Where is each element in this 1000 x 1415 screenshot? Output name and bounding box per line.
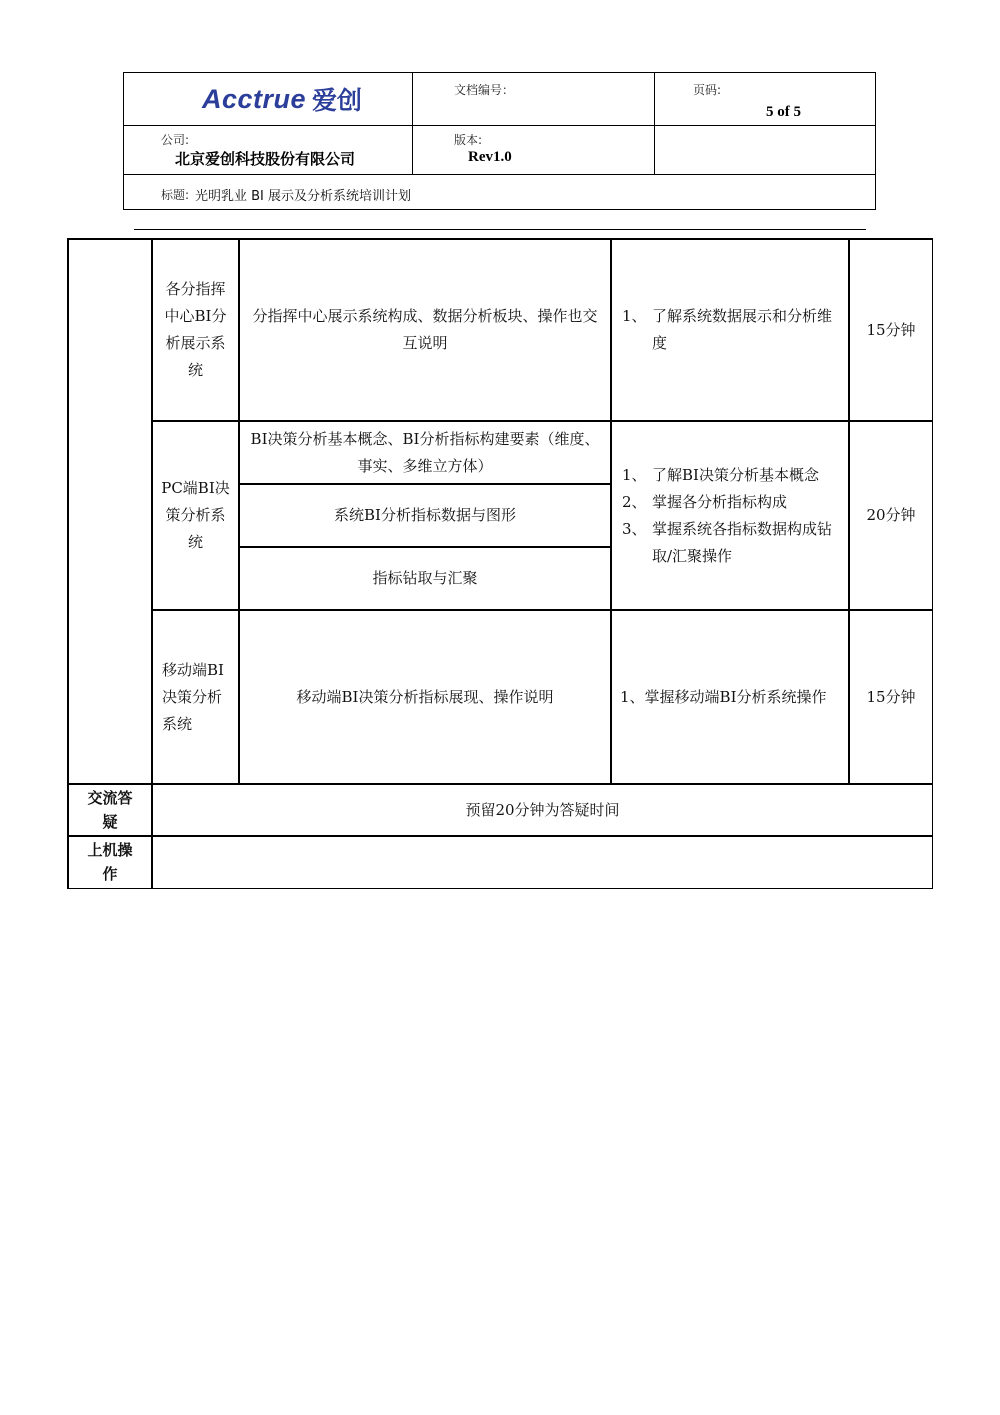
module-name bbox=[153, 422, 238, 609]
goal-text: 1、掌握移动端BI分析系统操作 bbox=[620, 687, 827, 706]
training-plan-table bbox=[67, 238, 933, 889]
goal-number: 3、 bbox=[622, 519, 647, 538]
header-divider bbox=[124, 125, 875, 126]
page-label: 页码: bbox=[693, 83, 722, 97]
goal-item bbox=[622, 303, 840, 357]
goal-text: 了解系统数据展示和分析维度 bbox=[652, 307, 833, 352]
duration-text: 15分钟 bbox=[866, 320, 916, 339]
content-cell bbox=[240, 611, 610, 783]
duration-text: 20分钟 bbox=[866, 506, 916, 524]
module-text: PC端BI决策分析系统 bbox=[161, 479, 230, 551]
document-title: 光明乳业 BI 展示及分析系统培训计划 bbox=[195, 189, 412, 204]
goal-item bbox=[622, 489, 840, 516]
title-label: 标题: bbox=[161, 188, 190, 202]
header-divider bbox=[654, 73, 655, 174]
goal-cell bbox=[612, 422, 848, 609]
duration-cell bbox=[850, 422, 932, 609]
company-name: 北京爱创科技股份有限公司 bbox=[175, 150, 356, 168]
goal-number: 1、 bbox=[622, 307, 647, 325]
doc-number-label: 文档编号： bbox=[454, 83, 515, 97]
practice-label bbox=[69, 837, 151, 887]
module-name bbox=[153, 611, 238, 783]
goal-item bbox=[622, 516, 840, 570]
version-label: 版本: bbox=[454, 133, 483, 147]
qa-label bbox=[69, 785, 151, 835]
practice-content bbox=[153, 837, 932, 887]
table-border bbox=[67, 888, 933, 890]
logo-text: Acctrue bbox=[202, 83, 307, 114]
page-number: 5 of 5 bbox=[766, 104, 801, 120]
goal-text: 了解BI决策分析基本概念 bbox=[652, 465, 819, 484]
version-value: Rev1.0 bbox=[468, 149, 512, 165]
content-cell bbox=[240, 422, 610, 483]
header-divider bbox=[412, 73, 413, 174]
module-text: 各分指挥中心BI分析展示系统 bbox=[164, 280, 227, 379]
goal-text: 掌握系统各指标数据构成钻取/汇聚操作 bbox=[652, 519, 833, 565]
module-text: 移动端BI决策分析系统 bbox=[162, 660, 224, 733]
company-logo bbox=[202, 81, 362, 117]
header-separator-rule bbox=[134, 229, 866, 230]
qa-content bbox=[153, 785, 932, 835]
header-divider bbox=[124, 174, 875, 175]
document-header bbox=[123, 72, 876, 210]
duration-cell bbox=[850, 240, 932, 420]
duration-text: 15分钟 bbox=[866, 687, 916, 706]
practice-label-text: 上机操作 bbox=[87, 841, 133, 883]
qa-text: 预留20分钟为答疑时间 bbox=[465, 800, 620, 819]
qa-label-text: 交流答疑 bbox=[87, 789, 133, 831]
goal-text: 掌握各分析指标构成 bbox=[652, 492, 788, 511]
content-cell bbox=[240, 240, 610, 420]
duration-cell bbox=[850, 611, 932, 783]
goal-cell bbox=[612, 611, 848, 783]
content-text: 指标钻取与汇聚 bbox=[372, 569, 478, 587]
content-text: 系统BI分析指标数据与图形 bbox=[334, 506, 516, 524]
goal-cell bbox=[612, 240, 848, 420]
content-text: BI决策分析基本概念、BI分析指标构建要素（维度、事实、多维立方体） bbox=[250, 429, 600, 475]
company-label: 公司: bbox=[161, 133, 190, 147]
content-text: 分指挥中心展示系统构成、数据分析板块、操作也交互说明 bbox=[252, 307, 598, 352]
content-cell bbox=[240, 548, 610, 609]
goal-number: 2、 bbox=[622, 492, 647, 511]
content-cell bbox=[240, 485, 610, 546]
goal-item bbox=[620, 684, 827, 711]
logo-chinese-text: 爱创 bbox=[312, 86, 363, 115]
content-text: 移动端BI决策分析指标展现、操作说明 bbox=[296, 687, 554, 706]
goal-item bbox=[622, 462, 840, 489]
module-name bbox=[153, 240, 238, 420]
goal-number: 1、 bbox=[622, 465, 647, 484]
